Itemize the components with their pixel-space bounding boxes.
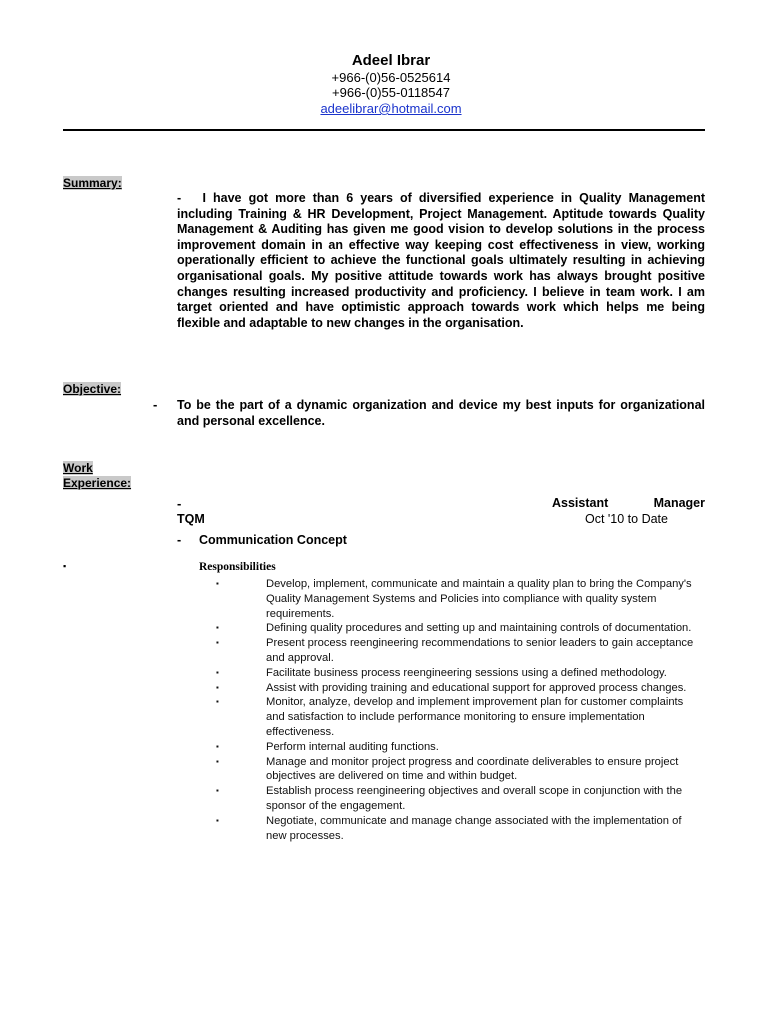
square-bullet-icon: ▪: [216, 786, 219, 796]
list-item: ▪ Negotiate, communicate and manage change associated with the implementation of new processes.: [216, 814, 682, 842]
responsibilities-heading: Responsibilities: [199, 561, 276, 573]
resume-header: [0, 52, 768, 118]
list-item: ▪ Manage and monitor project progress and coordinate deliverables to ensure project objectives are delivered on time and within budget.: [216, 755, 679, 783]
summary-paragraph: [177, 191, 705, 331]
summary-heading-label: Summary:: [63, 176, 122, 190]
job-title: [552, 496, 705, 510]
work-heading-line2: Experience:: [63, 476, 132, 490]
square-bullet-icon: ▪: [63, 561, 67, 571]
square-bullet-icon: ▪: [216, 741, 219, 751]
job-title-tqm: TQM: [177, 512, 205, 526]
objective-dash: -: [153, 397, 158, 412]
square-bullet-icon: ▪: [216, 756, 219, 766]
list-item: ▪ Present process reengineering recommendations to senior leaders to gain acceptance and approval.: [216, 637, 694, 664]
list-item: ▪ Defining quality procedures and setting up and maintaining controls of documentation.: [216, 622, 692, 635]
job-title-word1: Assistant: [552, 496, 609, 510]
email-link[interactable]: adeelibrar@hotmail.com: [320, 101, 462, 116]
job-dash: -: [177, 496, 182, 511]
list-item: ▪ Develop, implement, communicate and maintain a quality plan to bring the Company's Quality Management Systems and Policies into compliance with quality system requirements.: [216, 578, 692, 620]
list-item: ▪ Monitor, analyze, develop and implement improvement plan for customer complaints and satisfaction to include performance monitoring to ensure implementation effectiveness.: [216, 696, 684, 738]
objective-text: To be the part of a dynamic organization and device my best inputs for organizational and personal excellence.: [177, 398, 705, 428]
summary-heading: [63, 176, 122, 191]
phone-number-primary: +966-(0)56-0525614: [331, 70, 451, 85]
square-bullet-icon: ▪: [216, 682, 219, 692]
list-item: ▪ Assist with providing training and educational support for approved process changes.: [216, 681, 687, 694]
objective-heading-label: Objective:: [63, 382, 122, 396]
job-title-word2: Manager: [653, 496, 705, 510]
summary-dash: -: [177, 191, 182, 205]
square-bullet-icon: ▪: [216, 638, 219, 648]
company-name: Communication Concept: [199, 533, 347, 547]
phone-number-secondary: +966-(0)55-0118547: [332, 85, 450, 100]
square-bullet-icon: ▪: [216, 667, 219, 677]
responsibilities-list: [216, 577, 696, 843]
list-item: ▪ Establish process reengineering objectives and overall scope in conjunction with the sponsor of the engagement.: [216, 785, 683, 812]
square-bullet-icon: ▪: [216, 579, 219, 588]
square-bullet-icon: ▪: [216, 697, 219, 707]
candidate-name: Adeel Ibrar: [351, 52, 431, 69]
summary-text: I have got more than 6 years of diversified experience in Quality Management including Training & HR Development, Project Management. Aptitude towards Quality Management & Auditing has given me good vision to develop solutions in the process improvement domain in an effective way keeping cost effectiveness in view, working operationally efficient to achieve the functional goals ultimately resulting in achieving organisational goals. My positive attitude towards work has always brought positive changes resulting increased productivity and proficiency. I believe in team work. I am target oriented and have optimistic approach towards work which helps me being flexible and adaptable to new changes in the organisation.: [177, 191, 705, 330]
job-date: Oct '10 to Date: [585, 512, 668, 526]
header-divider: [63, 129, 705, 131]
work-heading-line1: Work: [63, 461, 93, 475]
work-experience-heading: [63, 461, 131, 491]
square-bullet-icon: ▪: [216, 815, 219, 825]
list-item: ▪ Facilitate business process reengineering sessions using a defined methodology.: [216, 666, 667, 679]
objective-heading: [63, 382, 121, 397]
company-dash: -: [177, 533, 182, 547]
square-bullet-icon: ▪: [216, 623, 219, 633]
list-item: ▪ Perform internal auditing functions.: [216, 740, 439, 753]
